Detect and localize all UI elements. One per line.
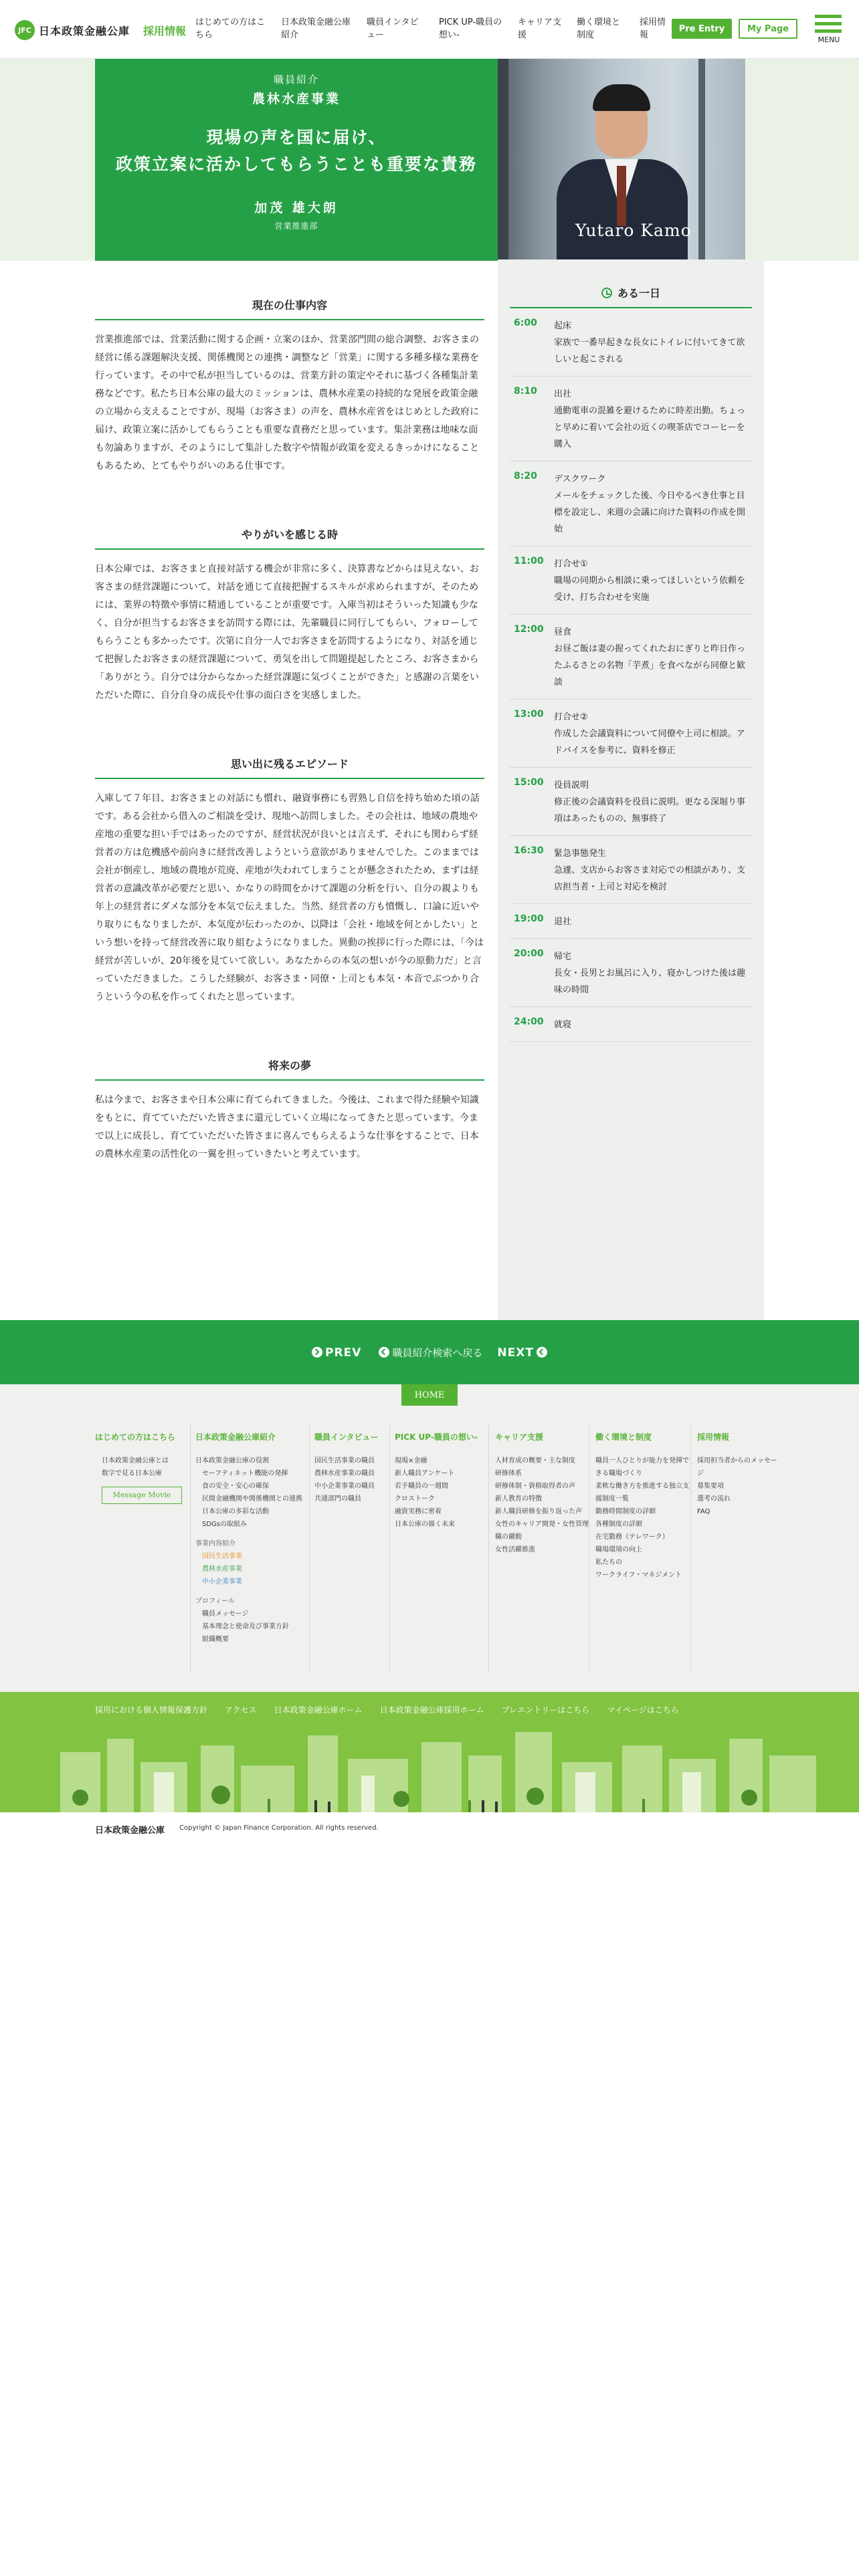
global-nav (195, 16, 685, 41)
schedule-time: 15:00 (514, 777, 544, 788)
chevron-right-icon (537, 1347, 547, 1358)
schedule-row (510, 700, 752, 768)
sitemap-link[interactable]: 新人職員アンケート (395, 1470, 455, 1477)
sitemap-link[interactable]: 中小企業事業の職員 (314, 1483, 375, 1490)
sitemap-link[interactable]: 農林水産事業の職員 (314, 1470, 375, 1477)
sitemap-col-about (195, 1431, 309, 1646)
hamburger-icon (815, 29, 842, 33)
sitemap-col-pickup (395, 1431, 488, 1531)
person-role: 営業推進部 (274, 221, 318, 231)
menu-label: MENU (818, 35, 840, 44)
person-signature: Yutaro Kamo (575, 221, 692, 240)
clock-icon (601, 288, 612, 298)
sitemap-heading[interactable]: キャリア支援 (495, 1432, 544, 1442)
schedule-row (510, 1007, 752, 1042)
logo-name: 日本政策金融公庫 (39, 24, 130, 37)
sitemap-subheading[interactable]: プロフィール (195, 1598, 235, 1605)
sitemap-link[interactable]: 若手職員の一週間 (395, 1483, 448, 1490)
schedule-time: 19:00 (514, 914, 544, 924)
sitemap-link[interactable]: セーフティネット機能の発揮 (202, 1470, 288, 1477)
message-movie-button[interactable]: Message Movie (102, 1487, 182, 1504)
sitemap-link[interactable]: 人材育成の概要・主な制度 (495, 1457, 575, 1465)
next-label: NEXT (497, 1346, 534, 1360)
sitemap-link[interactable]: 職員メッセージ (202, 1610, 249, 1618)
sitemap-link[interactable]: FAQ (697, 1508, 710, 1515)
sitemap-col-career (495, 1431, 589, 1556)
nav-item-career[interactable]: キャリア支援 (518, 17, 562, 40)
schedule-time: 13:00 (514, 709, 544, 720)
sitemap-link[interactable]: 私たちの (595, 1559, 622, 1566)
schedule-row (510, 904, 752, 939)
hero-catchphrase (95, 124, 498, 178)
footer-link-mypage[interactable]: マイページはこちら (607, 1705, 679, 1715)
section-heading: やりがいを感じる時 (95, 509, 484, 550)
menu-button[interactable] (815, 15, 843, 45)
sitemap-link[interactable]: 在宅勤務（テレワーク） (595, 1533, 669, 1541)
hero-department: 農林水産事業 (252, 92, 341, 106)
section-future (95, 1040, 484, 1164)
section-episode (95, 738, 484, 1006)
section-heading: 思い出に残るエピソード (95, 738, 484, 779)
sitemap-link[interactable]: 女性活躍推進 (495, 1546, 535, 1553)
sitemap-link[interactable]: 日本政策金融公庫とは (102, 1457, 169, 1465)
nav-item-about[interactable]: 日本政策金融公庫紹介 (281, 17, 351, 40)
sitemap-link[interactable]: 職場環境の向上 (595, 1546, 642, 1553)
sitemap-heading[interactable]: PICK UP-職員の想い- (395, 1432, 478, 1442)
schedule-text: 緊急事態発生 急遽、支店からお客さま対応での相談があり、支店担当者・上司と対応を検討 (554, 849, 746, 892)
sitemap-heading[interactable]: はじめての方はこちら (95, 1432, 176, 1442)
chevron-left-icon (312, 1347, 322, 1358)
sitemap-link[interactable]: 職員一人ひとりが能力を発揮できる職場づくり (595, 1457, 689, 1477)
sitemap-link[interactable]: 研修体系 (495, 1470, 522, 1477)
prev-link[interactable] (309, 1346, 361, 1360)
sitemap-link[interactable]: 食の安全・安心の確保 (202, 1483, 269, 1490)
nav-item-recruit[interactable]: 採用情報 (640, 17, 666, 40)
schedule-text: 退社 (554, 917, 572, 927)
schedule-text: 打合せ② 作成した会議資料について同僚や上司に相談。アドバイスを参考に、資料を修正 (554, 712, 745, 756)
schedule-row (510, 836, 752, 904)
schedule-row (510, 461, 752, 546)
sitemap-link[interactable]: 国民生活事業の職員 (314, 1457, 375, 1465)
sitemap-link[interactable]: 基本理念と使命及び事業方針 (202, 1623, 289, 1630)
sitemap-link[interactable]: ワークライフ・マネジメント (595, 1572, 682, 1579)
site-header (0, 0, 859, 59)
schedule-text: 就寝 (554, 1020, 572, 1030)
chevron-right-icon (379, 1347, 389, 1358)
schedule-row (510, 615, 752, 700)
section-rewarding (95, 509, 484, 705)
person-name: 加茂 雄大朗 (254, 201, 339, 215)
schedule-row (510, 377, 752, 461)
section-heading: 現在の仕事内容 (95, 280, 484, 320)
schedule-time: 8:10 (514, 386, 537, 397)
footer-link-jfc-home[interactable]: 日本政策金融公庫ホーム (274, 1705, 363, 1715)
schedule-time: 16:30 (514, 845, 544, 856)
back-label: 職員紹介検索へ戻る (392, 1347, 483, 1359)
footer-link-privacy[interactable]: 採用における個人情報保護方針 (95, 1705, 208, 1715)
footer-sitemap (0, 1384, 859, 1692)
footer-logo[interactable]: 日本政策金融公庫 (95, 1826, 165, 1836)
hero (0, 59, 859, 261)
site-footer (0, 1812, 859, 1852)
schedule-text: 帰宅 長女・長男とお風呂に入り、寝かしつけた後は趣味の時間 (554, 952, 746, 995)
nav-item-beginners[interactable]: はじめての方はこちら (195, 17, 266, 40)
hero-catch-line: 政策立案に活かしてもらうことも重要な責務 (115, 154, 477, 174)
day-schedule-title (510, 267, 752, 308)
sitemap-subheading[interactable]: 事業内容紹介 (195, 1540, 235, 1547)
schedule-text: デスクワーク メールをチェックした後、今日やるべき仕事と目標を設定し、来週の会議に向けた資料の作成を開始 (554, 474, 746, 534)
sitemap-col-environment (595, 1431, 689, 1582)
site-logo[interactable] (15, 20, 186, 40)
sitemap-link[interactable]: クロストーク (395, 1495, 435, 1503)
jfc-logo-icon: JFC (15, 20, 35, 40)
sitemap-link[interactable]: 共通部門の職員 (314, 1495, 361, 1503)
sitemap-link[interactable]: 新人教育の特徴 (495, 1495, 542, 1503)
section-body: 日本公庫では、お客さまと直接対話する機会が非常に多く、決算書などからは見えない、お客さまの経営課題について、対話を通じて直接把握するスキルが求められますが、そのためには、業界の特徴や事情に精通していることが重要です。入庫当初はそういった知識も少なく、自分が担当するお客さまを訪問する際には、先輩職員に同行してもらい、フォローしてもらうことも多かったです。次第に自分一人でお客さまを訪問するようになり、対話を通じて把握したお客さまの経営課題について、勇気を出して問題提起したところ、お客さまから「ありがとう。自分では分からなかった経営課題に気づくことができた」と感謝の言葉をいただいた際に、自分自身の成長や仕事の面白さを実感しました。 (95, 564, 479, 701)
sitemap-link-chusho[interactable]: 中小企業事業 (202, 1578, 242, 1586)
schedule-row (510, 308, 752, 377)
sitemap-heading[interactable]: 職員インタビュー (314, 1432, 379, 1442)
sitemap-link[interactable]: 募集要項 (697, 1483, 724, 1490)
sitemap-link[interactable]: 柔軟な働き方を推進する独立支援制度一覧 (595, 1483, 689, 1503)
sitemap-heading[interactable]: 日本政策金融公庫紹介 (195, 1432, 276, 1442)
sitemap-link[interactable]: 各種制度の詳細 (595, 1521, 642, 1528)
sitemap-link[interactable]: 日本政策金融公庫の役割 (195, 1457, 269, 1465)
sitemap-link[interactable]: 現場×金融 (395, 1457, 427, 1465)
section-body: 営業推進部では、営業活動に関する企画・立案のほか、営業部門間の総合調整、お客さまの経営に係る課題解決支援、関係機関との連携・調整など「営業」に関する多種多様な業務を行っています。その中で私が担当しているのは、営業方針の策定やそれに基づく各種集計業務などです。私たち日本公庫の最大のミッションは、農林水産業の持続的な発展を政策金融の立場から支えることですが、現場（お客さま）の声を、農林水産省をはじめとした政府に届け、政策立案に活かしてもらうことも重要な責務だと思っています。集計業務は地味な面も勿論ありますが、そのようにして集計した数字や情報が政策を変えるきっかけになることもあるため、とてもやりがいのある仕事です。 (95, 334, 479, 471)
next-link[interactable] (497, 1346, 550, 1360)
schedule-list (510, 308, 752, 1042)
schedule-time: 24:00 (514, 1016, 544, 1027)
sitemap-link[interactable]: 日本公庫の多彩な活動 (202, 1508, 269, 1515)
hamburger-icon (815, 15, 842, 18)
sitemap-heading[interactable]: 働く環境と制度 (595, 1432, 652, 1442)
back-to-search-link[interactable] (376, 1346, 482, 1360)
schedule-text: 役員説明 修正後の会議資料を役員に説明。更なる深堀り事項はあったものの、無事終了 (554, 780, 746, 824)
schedule-row (510, 939, 752, 1007)
section-current-work (95, 280, 484, 475)
sitemap-link[interactable]: SDGsの取組み (202, 1521, 248, 1528)
prev-label: PREV (325, 1346, 362, 1360)
article (95, 280, 484, 1197)
sitemap-link[interactable]: 新人職員研修を振り返った声 (495, 1508, 582, 1515)
hamburger-icon (815, 22, 842, 25)
sitemap-heading[interactable]: 採用情報 (697, 1432, 730, 1442)
recruit-label: 採用情報 (143, 24, 187, 37)
sitemap-link[interactable]: 数字で見る日本公庫 (102, 1470, 162, 1477)
schedule-text: 出社 通勤電車の混雑を避けるために時差出勤。ちょっと早めに着いて会社の近くの喫茶店でコーヒーを購入 (554, 389, 746, 449)
schedule-text: 昼食 お昼ご飯は妻の握ってくれたおにぎりと昨日作ったふるさとの名物「芋煮」を食べながら同僚と歓談 (554, 627, 746, 687)
sitemap-col-beginners (95, 1431, 202, 1504)
schedule-time: 12:00 (514, 624, 544, 635)
footer-links (95, 1704, 696, 1715)
sitemap-link-kokumin[interactable]: 国民生活事業 (202, 1553, 242, 1560)
sitemap-col-recruit (697, 1431, 777, 1518)
day-schedule (498, 259, 764, 1320)
pager (0, 1320, 859, 1384)
sitemap-link[interactable]: 研修体制・資格取得者の声 (495, 1483, 575, 1490)
mypage-button[interactable]: My Page (739, 19, 797, 39)
sitemap-link[interactable]: 女性のキャリア開発・女性管理職の躍動 (495, 1521, 589, 1541)
sitemap-link[interactable]: 民間金融機関や関係機関との連携 (202, 1495, 302, 1503)
sitemap-link[interactable]: 勤務時間制度の詳細 (595, 1508, 656, 1515)
sitemap-link[interactable]: 日本公庫の描く未来 (395, 1521, 455, 1528)
home-button[interactable]: HOME (401, 1384, 458, 1406)
nav-item-interview[interactable]: 職員インタビュー (367, 17, 419, 40)
section-body: 私は今まで、お客さまや日本公庫に育てられてきました。今後は、これまで得た経験や知識をもとに、育てていただいた皆さまに還元していく立場になってきたと思っています。今まで以上に成長し、育てていただいた皆さまに喜んでもらえるような仕事をすることで、日本の農林水産業の活性化の一翼を担っていきたいと考えています。 (95, 1095, 479, 1160)
schedule-row (510, 768, 752, 836)
nav-item-pickup[interactable]: PICK UP-職員の想い- (439, 17, 502, 40)
schedule-time: 6:00 (514, 318, 537, 328)
sitemap-link[interactable]: 選考の流れ (697, 1495, 731, 1503)
sitemap-link[interactable]: 組織概要 (202, 1636, 229, 1643)
hero-catch-line: 現場の声を国に届け、 (206, 128, 387, 147)
sitemap-link[interactable]: 融資実務に密着 (395, 1508, 442, 1515)
hero-label: 職員紹介 (273, 74, 319, 86)
nav-item-environment[interactable]: 働く環境と制度 (577, 17, 621, 40)
city-illustration (0, 1725, 859, 1812)
footer-link-access[interactable]: アクセス (225, 1705, 257, 1715)
sitemap-link[interactable]: 採用担当者からのメッセージ (697, 1457, 777, 1477)
hero-title-panel (95, 59, 498, 261)
sitemap-link-nourin[interactable]: 農林水産事業 (202, 1566, 242, 1573)
footer-link-pre-entry[interactable]: プレエントリーはこちら (501, 1705, 590, 1715)
schedule-text: 打合せ① 職場の同期から相談に乗ってほしいという依頼を受け、打ち合わせを実施 (554, 559, 746, 603)
copyright: Copyright © Japan Finance Corporation. All rights reserved. (179, 1824, 379, 1832)
person-photo (498, 59, 745, 261)
footer-link-recruit-home[interactable]: 日本政策金融公庫採用ホーム (379, 1705, 484, 1715)
footer-links-bar (0, 1692, 859, 1812)
schedule-time: 20:00 (514, 948, 544, 959)
schedule-text: 起床 家族で一番早起きな長女にトイレに付いてきて欲しいと起こされる (554, 321, 745, 364)
schedule-time: 8:20 (514, 471, 537, 481)
sitemap-col-interview (314, 1431, 388, 1505)
pre-entry-button[interactable]: Pre Entry (672, 19, 732, 39)
day-title-text: ある一日 (617, 287, 660, 300)
schedule-time: 11:00 (514, 556, 544, 566)
section-body: 入庫して７年目、お客さまとの対話にも慣れ、融資事務にも習熟し自信を持ち始めた頃の話です。ある会社から借入のご相談を受け、現地へ訪問しました。その会社は、地域の農地や産地の重要な担い手ではあったのですが、経営状況が良いとは言えず、それにも関わらず経営者の方は危機感や前向きに経営改善しようという意欲がありませんでした。このままでは会社が倒産し、地域の農地が荒廃、産地が失われてしまうことが懸念されたため、まずは経営者の意識改革が必要だと思い、かなりの時間をかけて課題の分析を行い、自分の親よりも年上の経営者にダメな部分を本気で伝えました。当然、経営者の方も憤慨し、口論に近いやり取りにもなりましたが、本気度が伝わったのか、以降は「会社・地域を何とかしたい」という想いを持って経営改善に取り組むようになりました。異動の挨拶に行った際には、「今は経営が苦しいが、20年後を見ていて欲しい。あなたからの本気の想いが今の原動力だ」と言っていただきました。こうした経験が、お客さま・同僚・上司とも本気・本音でぶつかり合うという今の私を作ってくれたと思っています。 (95, 793, 484, 1002)
section-heading: 将来の夢 (95, 1040, 484, 1081)
schedule-row (510, 546, 752, 615)
